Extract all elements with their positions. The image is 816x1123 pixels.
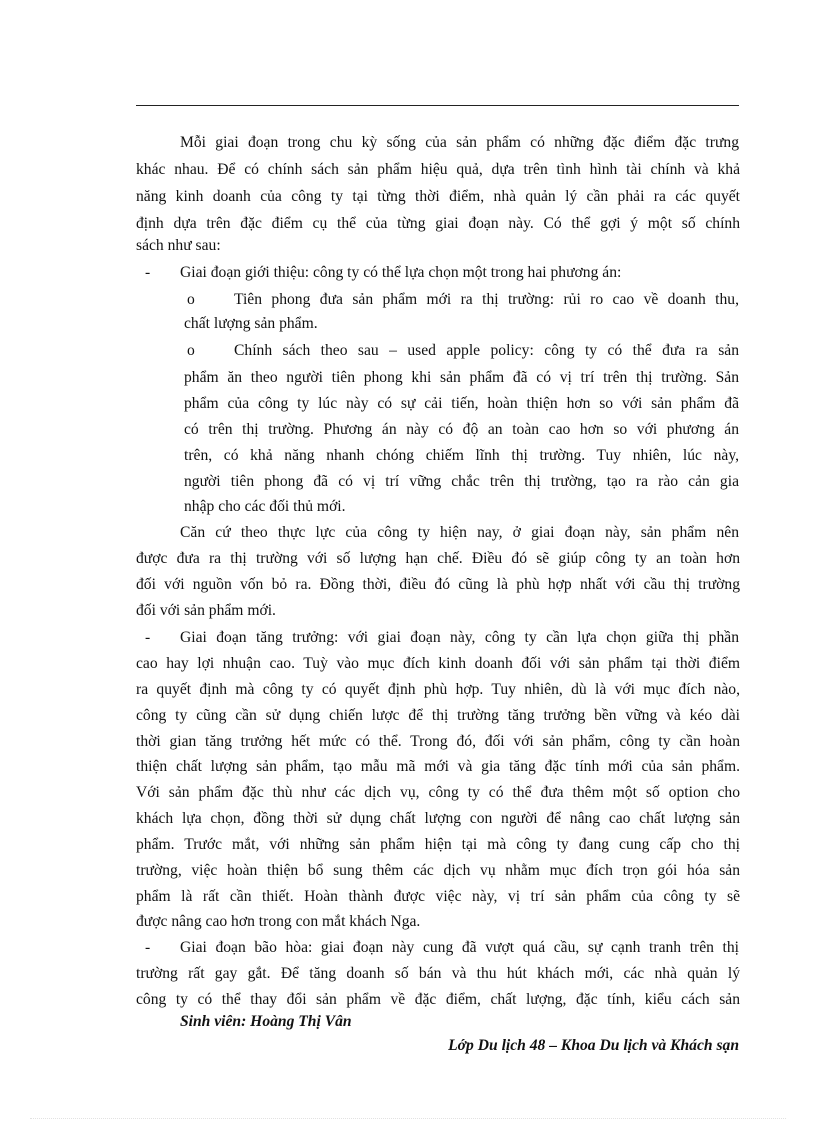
- text-line: khách lựa chọn, đồng thời sử dụng chất lượng con người để nâng cao chất lượng sản: [136, 810, 740, 827]
- text-line: định dựa trên đặc điểm cụ thể của từng giai đoạn này. Có thể gợi ý một số chính: [136, 215, 740, 232]
- text-line: Giai đoạn bão hòa: giai đoạn này cung đã vượt quá cầu, sự cạnh tranh trên thị: [180, 939, 739, 956]
- text-line: Với sản phẩm đặc thù như các dịch vụ, công ty có thể đưa thêm một số option cho: [136, 784, 740, 801]
- text-line: cao hay lợi nhuận cao. Tuỳ vào mục đích kinh doanh đối với sản phẩm tại thời điểm: [136, 655, 740, 672]
- bullet-marker: o: [187, 342, 195, 359]
- text-line: thiện chất lượng sản phẩm, tạo mẫu mã mới và gia tăng đặc tính mới của sản phẩm.: [136, 758, 740, 775]
- text-line: công ty có thể thay đổi sản phẩm về đặc điểm, chất lượng, đặc tính, kiểu cách sản: [136, 991, 740, 1008]
- text-line: Căn cứ theo thực lực của công ty hiện nay, ở giai đoạn này, sản phẩm nên: [180, 524, 739, 541]
- text-line: trên, có khả năng nhanh chóng chiếm lĩnh thị trường. Tuy nhiên, lúc này,: [184, 447, 739, 464]
- text-line: có trên thị trường. Phương án này có độ an toàn cao hơn so với phương án: [184, 421, 739, 438]
- dash-marker: -: [145, 629, 151, 646]
- text-line: Giai đoạn tăng trưởng: với giai đoạn này, công ty cần lựa chọn giữa thị phần: [180, 629, 739, 646]
- text-line: trường rất gay gắt. Để tăng doanh số bán và thu hút khách mới, các nhà quản lý: [136, 965, 740, 982]
- page-bottom-edge: [30, 1118, 786, 1119]
- text-line: nhập cho các đối thủ mới.: [184, 498, 346, 515]
- text-line: trường, việc hoàn thiện bổ sung thêm các dịch vụ nhằm mục đích trọn gói hóa sản: [136, 862, 740, 879]
- header-rule: [136, 105, 739, 106]
- text-line: được nâng cao hơn trong con mắt khách Nga.: [136, 913, 421, 930]
- text-line: Mỗi giai đoạn trong chu kỳ sống của sản phẩm có những đặc điểm đặc trưng: [180, 134, 739, 151]
- text-line: đối với sản phẩm mới.: [136, 602, 276, 619]
- text-line: chất lượng sản phẩm.: [184, 315, 318, 332]
- dash-marker: -: [145, 264, 151, 281]
- text-line: Giai đoạn giới thiệu: công ty có thể lựa chọn một trong hai phương án:: [180, 264, 622, 281]
- text-line: Chính sách theo sau – used apple policy: công ty có thể đưa ra sản: [234, 342, 739, 359]
- dash-marker: -: [145, 939, 151, 956]
- text-line: đối với nguồn vốn bỏ ra. Đồng thời, điều đó cũng là phù hợp nhất với cầu thị trường: [136, 576, 740, 593]
- text-line: thời gian tăng trưởng hết mức có thể. Trong đó, đối với sản phẩm, công ty cần hoàn: [136, 733, 740, 750]
- bullet-marker: o: [187, 291, 195, 308]
- text-line: Tiên phong đưa sản phẩm mới ra thị trường: rủi ro cao về doanh thu,: [234, 291, 739, 308]
- footer-student-name: Sinh viên: Hoàng Thị Vân: [180, 1013, 352, 1030]
- text-line: người tiên phong đã có vị trí vững chắc trên thị trường, tạo ra rào cản gia: [184, 473, 739, 490]
- text-line: phẩm là rất cần thiết. Hoàn thành được việc này, vị trí sản phẩm của công ty sẽ: [136, 888, 740, 905]
- text-line: công ty cũng cần sử dụng chiến lược để thị trường tăng trưởng bền vững và kéo dài: [136, 707, 740, 724]
- text-line: phẩm ăn theo người tiên phong khi sản phẩm đã có vị trí trên thị trường. Sản: [184, 369, 739, 386]
- text-line: năng kinh doanh của công ty tại từng thời điểm, nhà quản lý cần phải ra các quyết: [136, 188, 740, 205]
- text-line: khác nhau. Để có chính sách sản phẩm hiệu quả, dựa trên tình hình tài chính và khả: [136, 161, 740, 178]
- footer-class-info: Lớp Du lịch 48 – Khoa Du lịch và Khách sạn: [448, 1037, 739, 1054]
- text-line: sách như sau:: [136, 237, 221, 254]
- text-line: ra quyết định mà công ty có quyết định phù hợp. Tuy nhiên, dù là với mục đích nào,: [136, 681, 740, 698]
- text-line: được đưa ra thị trường với số lượng hạn chế. Điều đó sẽ giúp công ty an toàn hơn: [136, 550, 740, 567]
- text-line: phẩm. Trước mắt, với những sản phẩm hiện tại mà công ty đang cung cấp cho thị: [136, 836, 740, 853]
- text-line: phẩm của công ty lúc này có sự cải tiến, hoàn thiện hơn so với sản phẩm đã: [184, 395, 739, 412]
